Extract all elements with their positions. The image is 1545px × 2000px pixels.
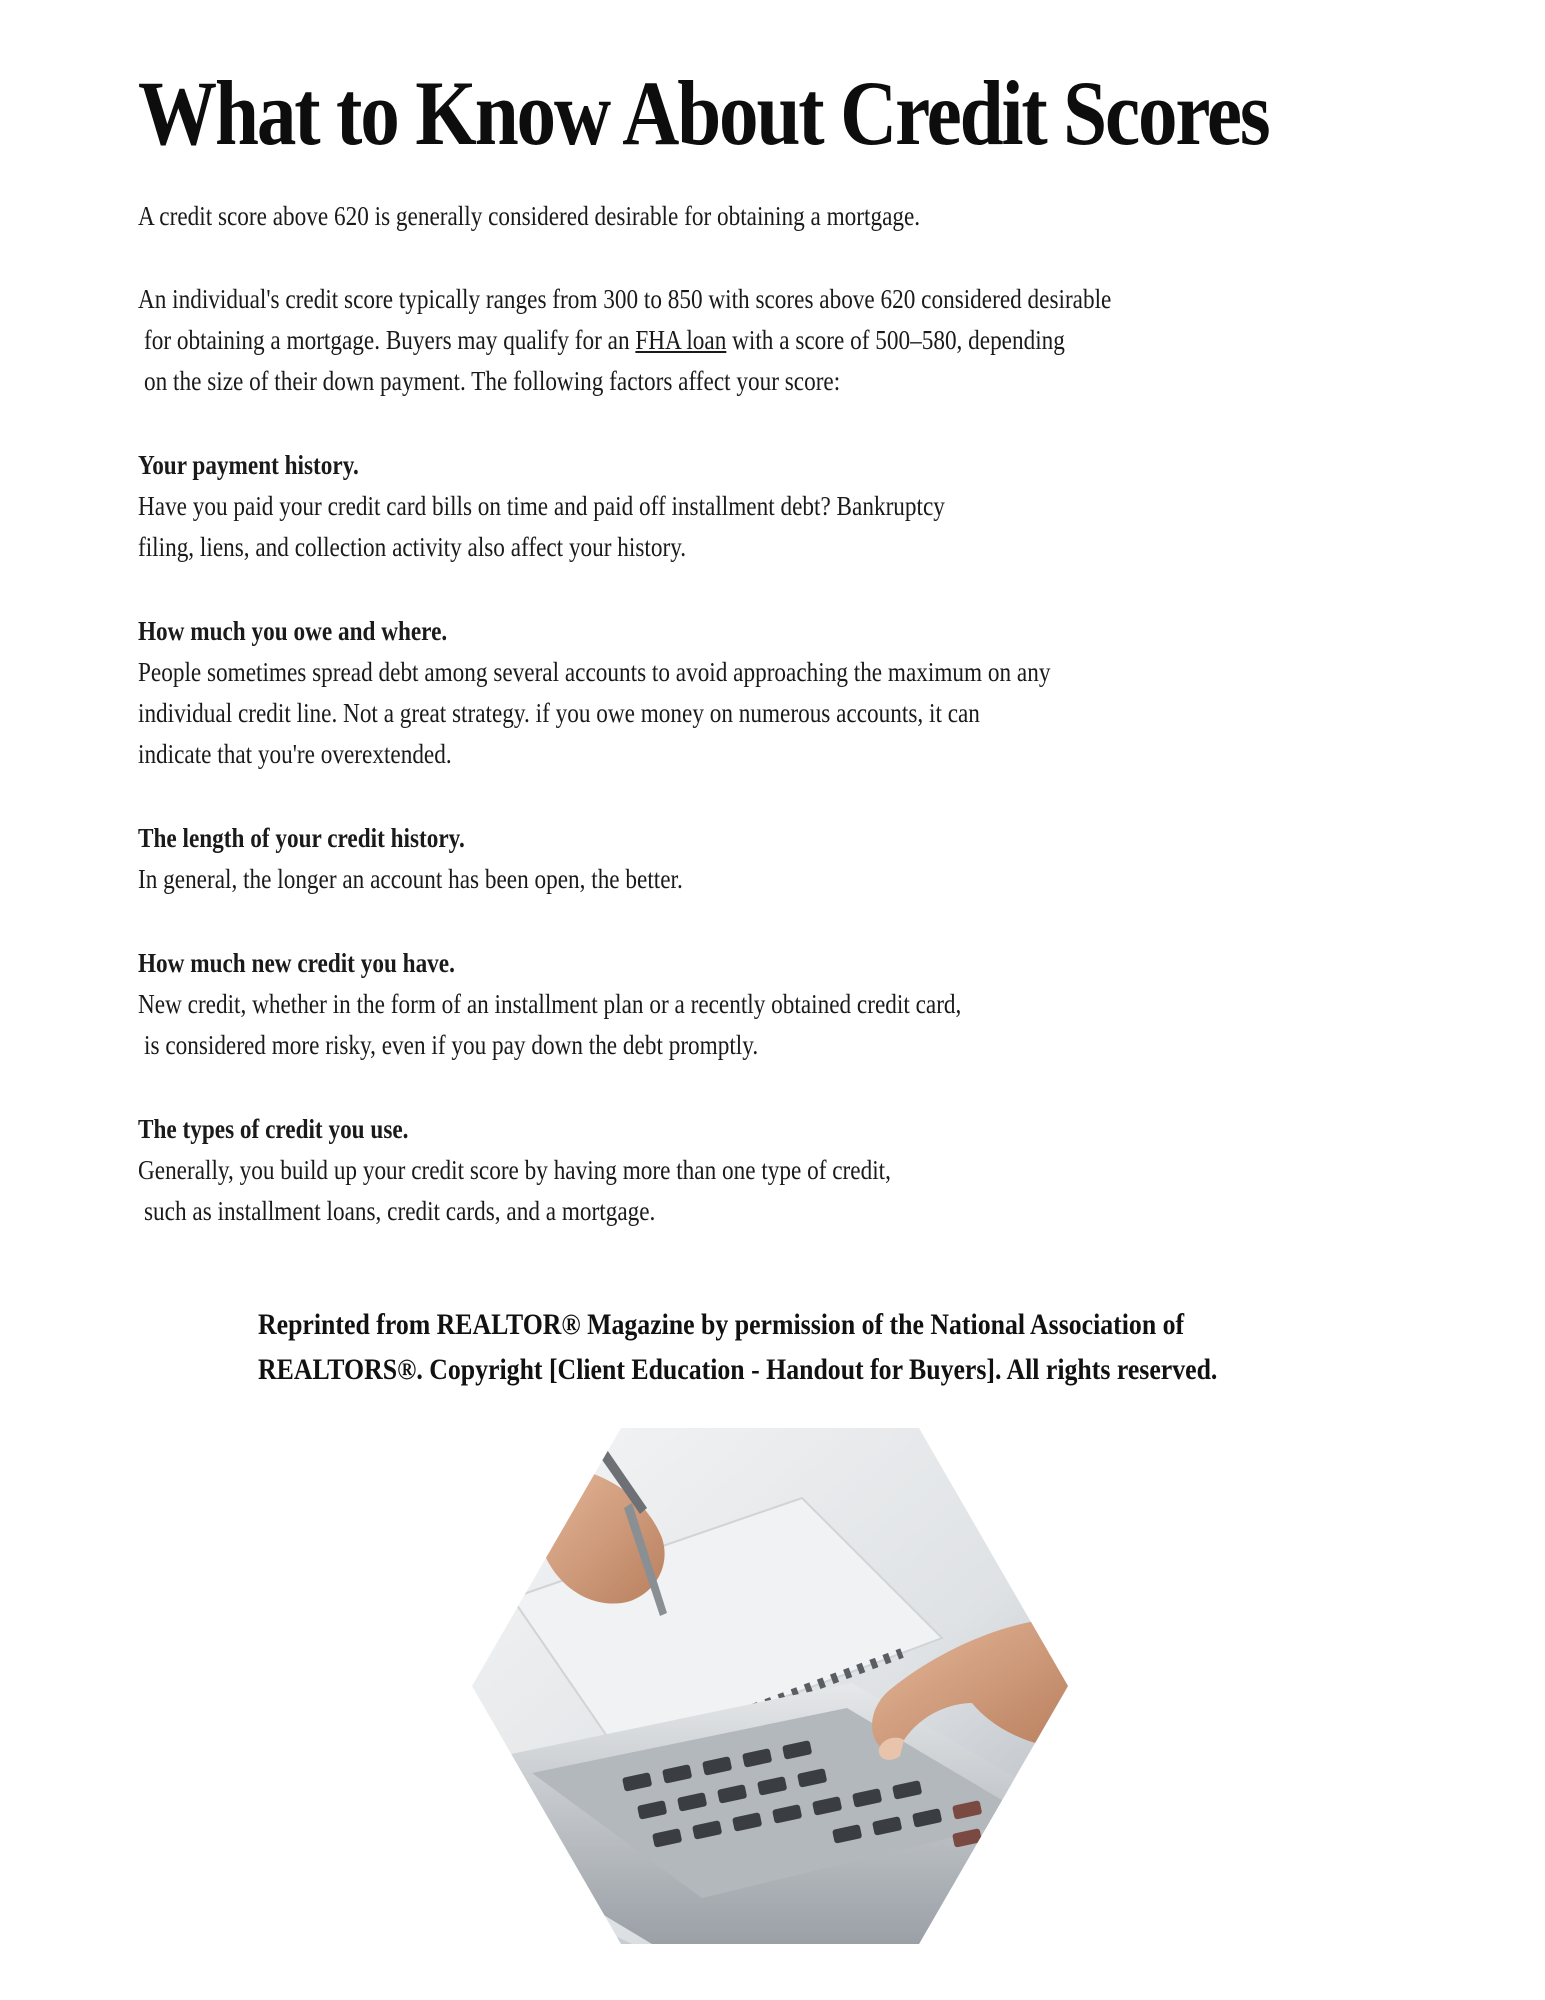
factor-heading: Your payment history. xyxy=(138,450,359,480)
factor-line: Generally, you build up your credit score by having more than one type of credit, xyxy=(138,1155,891,1185)
factor-payment-history xyxy=(138,445,1170,568)
factor-line: Have you paid your credit card bills on time and paid off installment debt? Bankruptcy xyxy=(138,491,945,521)
factor-line: such as installment loans, credit cards, and a mortgage. xyxy=(144,1196,656,1226)
intro-line-1: An individual's credit score typically ranges from 300 to 850 with scores above 620 considered desirable xyxy=(138,284,1112,314)
factor-line: filing, liens, and collection activity also affect your history. xyxy=(138,532,687,562)
factor-line: indicate that you're overextended. xyxy=(138,739,452,769)
reprint-line-2: REALTORS®. Copyright [Client Education - Handout for Buyers]. All rights reserved. xyxy=(258,1353,1218,1386)
factor-heading: The length of your credit history. xyxy=(138,823,465,853)
factor-credit-types xyxy=(138,1109,1170,1232)
factor-line: individual credit line. Not a great strategy. if you owe money on numerous accounts, it can xyxy=(138,698,980,728)
lede-paragraph: A credit score above 620 is generally considered desirable for obtaining a mortgage. xyxy=(138,201,921,231)
factor-line: People sometimes spread debt among several accounts to avoid approaching the maximum on any xyxy=(138,657,1051,687)
reprint-notice xyxy=(258,1302,1217,1392)
reprint-line-1: Reprinted from REALTOR® Magazine by permission of the National Association of xyxy=(258,1308,1185,1341)
calculator-photo-icon xyxy=(472,1428,1068,1944)
factor-heading: The types of credit you use. xyxy=(138,1114,409,1144)
factor-line: New credit, whether in the form of an installment plan or a recently obtained credit card, xyxy=(138,989,962,1019)
factor-line: In general, the longer an account has been open, the better. xyxy=(138,864,683,894)
factor-amount-owed xyxy=(138,611,1170,775)
factor-credit-length xyxy=(138,818,1170,900)
factor-heading: How much new credit you have. xyxy=(138,948,455,978)
page-title: What to Know About Credit Scores xyxy=(138,62,1269,164)
intro-paragraph xyxy=(138,279,1170,402)
intro-line-3: on the size of their down payment. The following factors affect your score: xyxy=(144,366,841,396)
factor-heading: How much you owe and where. xyxy=(138,616,448,646)
factor-line: is considered more risky, even if you pay down the debt promptly. xyxy=(144,1030,759,1060)
intro-line-2-before: for obtaining a mortgage. Buyers may qualify for an xyxy=(144,325,636,355)
intro-line-2 xyxy=(138,320,1170,361)
intro-line-2-after: with a score of 500–580, depending xyxy=(726,325,1065,355)
fha-loan-link[interactable]: FHA loan xyxy=(635,325,727,355)
factor-new-credit xyxy=(138,943,1170,1066)
